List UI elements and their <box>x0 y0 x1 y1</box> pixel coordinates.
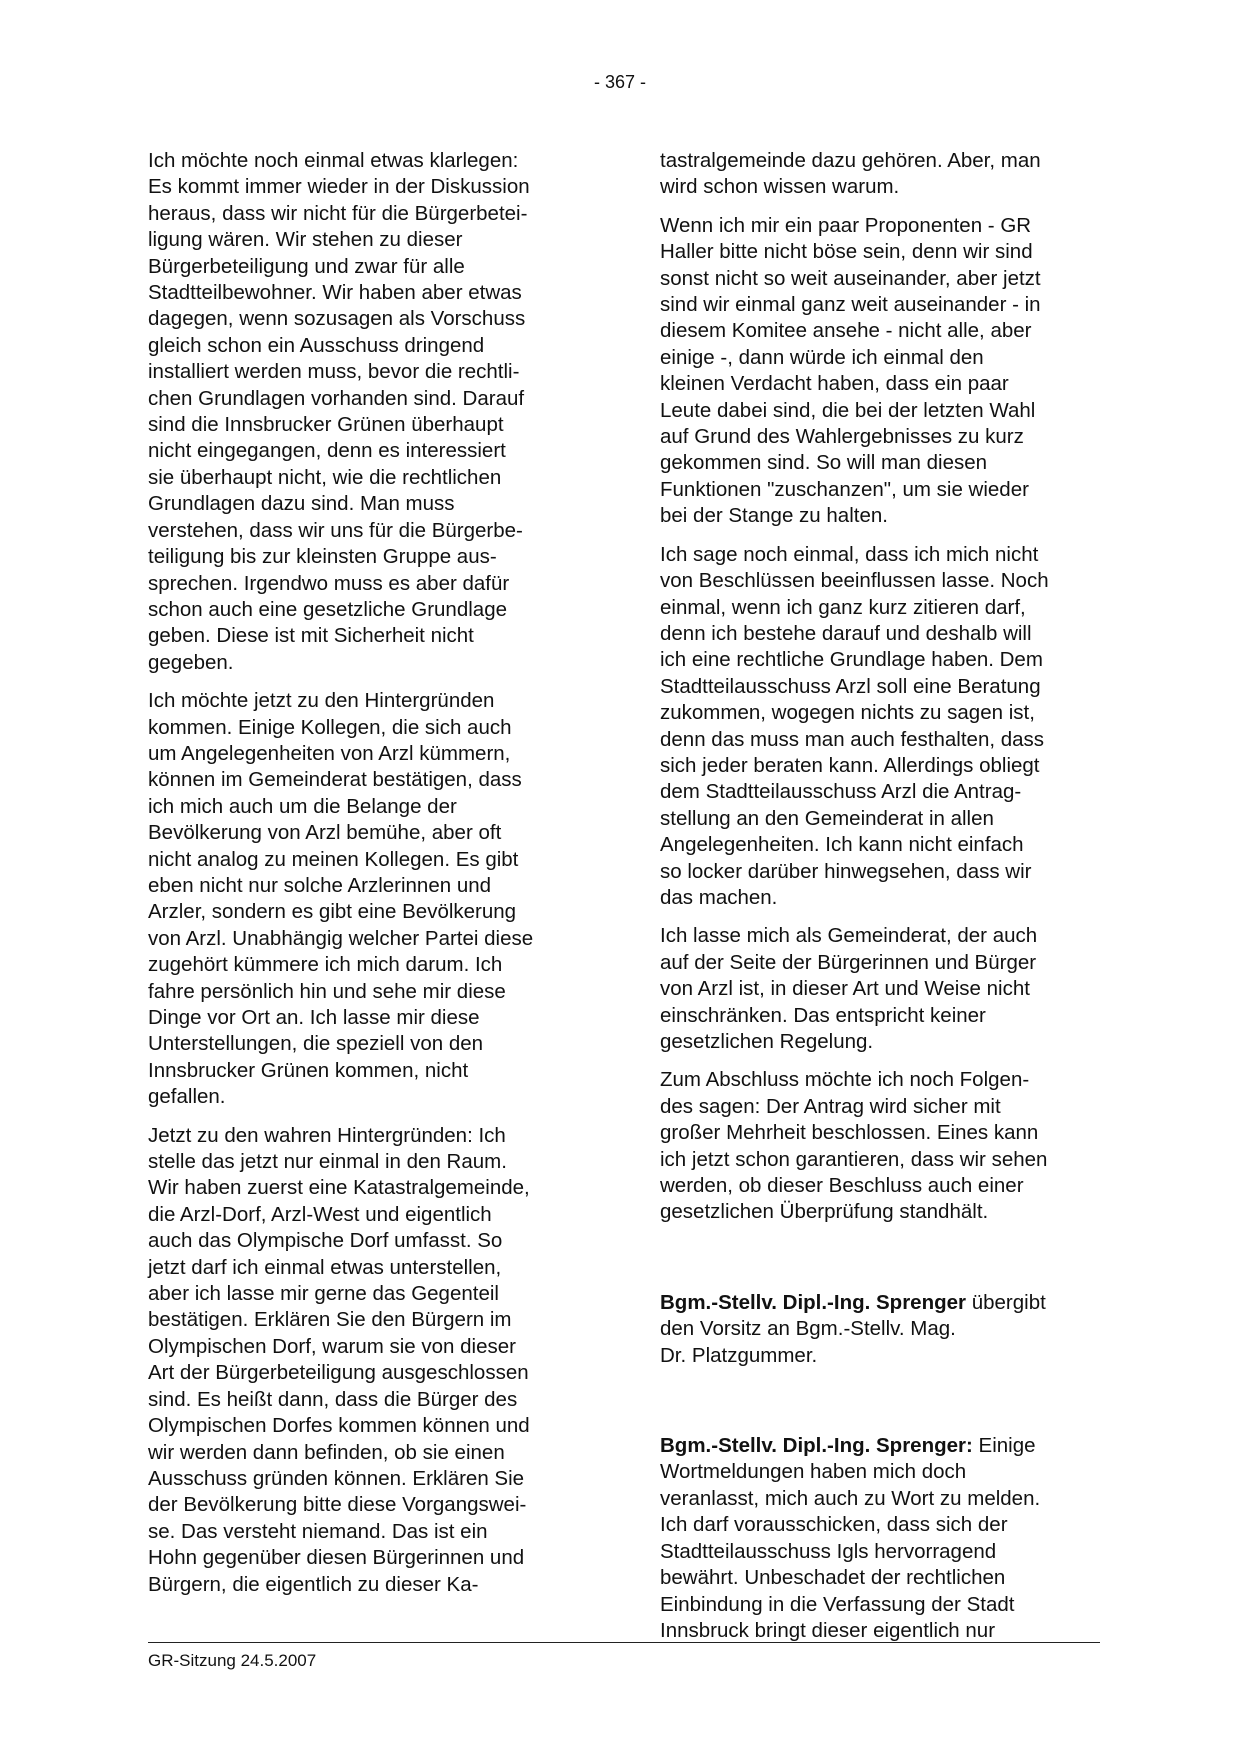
text-line: wir werden dann befinden, ob sie einen <box>148 1440 505 1464</box>
text-line: stellung an den Gemeinderat in allen <box>660 806 994 830</box>
text-line: wird schon wissen warum. <box>660 175 900 199</box>
text-line: ich mich auch um die Belange der <box>148 794 457 818</box>
text-line: verstehen, dass wir uns für die Bürgerbe- <box>148 518 523 542</box>
text-line: Ich lasse mich als Gemeinderat, der auch <box>660 924 1038 948</box>
text-line: einschränken. Das entspricht keiner <box>660 1003 986 1027</box>
footer-divider <box>148 1642 1100 1643</box>
text-line: die Arzl-Dorf, Arzl-West und eigentlich <box>148 1202 492 1226</box>
text-line: großer Mehrheit beschlossen. Eines kann <box>660 1121 1039 1145</box>
text-line: Stadtteilausschuss Arzl soll eine Beratung <box>660 674 1041 698</box>
handover-text: den Vorsitz an Bgm.-Stellv. Mag. <box>660 1317 956 1341</box>
chair-handover-note <box>660 1290 1110 1369</box>
text-line: geben. Diese ist mit Sicherheit nicht <box>148 624 474 648</box>
paragraph <box>148 1123 588 1598</box>
text-line: von Arzl ist, in dieser Art und Weise nicht <box>660 977 1030 1001</box>
text-line: Zum Abschluss möchte ich noch Folgen- <box>660 1068 1030 1092</box>
text-line: um Angelegenheiten von Arzl kümmern, <box>148 741 511 765</box>
speaker-name: Bgm.-Stellv. Dipl.-Ing. Sprenger <box>660 1290 967 1314</box>
text-line: Ich möchte jetzt zu den Hintergründen <box>148 689 495 713</box>
text-line: ich eine rechtliche Grundlage haben. Dem <box>660 648 1043 672</box>
text-line: können im Gemeinderat bestätigen, dass <box>148 768 522 792</box>
text-line: sind wir einmal ganz weit auseinander - in <box>660 293 1041 317</box>
text-line: diesem Komitee ansehe - nicht alle, aber <box>660 319 1032 343</box>
text-line: Bürgerbeteiligung und zwar für alle <box>148 254 465 278</box>
paragraph <box>148 688 588 1111</box>
speaker-name: Bgm.-Stellv. Dipl.-Ing. Sprenger: <box>660 1434 973 1458</box>
text-line: tastralgemeinde dazu gehören. Aber, man <box>660 149 1041 172</box>
text-line: Grundlagen dazu sind. Man muss <box>148 492 455 516</box>
text-line: einmal, wenn ich ganz kurz zitieren darf, <box>660 595 1026 619</box>
paragraph <box>660 1067 1110 1225</box>
text-line: bewährt. Unbeschadet der rechtlichen <box>660 1566 1006 1590</box>
text-line: Bürgern, die eigentlich zu dieser Ka- <box>148 1572 479 1596</box>
text-line: nicht eingegangen, denn es interessiert <box>148 439 506 463</box>
text-line: sie überhaupt nicht, wie die rechtlichen <box>148 465 502 489</box>
text-line: Leute dabei sind, die bei der letzten Wahl <box>660 398 1036 422</box>
page-number: - 367 - <box>593 72 647 92</box>
text-line: bestätigen. Erklären Sie den Bürgern im <box>148 1308 512 1332</box>
text-line: teiligung bis zur kleinsten Gruppe aus- <box>148 545 497 569</box>
text-line: ich jetzt schon garantieren, dass wir sehen <box>660 1147 1048 1171</box>
speaker-statement <box>660 1433 1110 1644</box>
text-line: zugehört kümmere ich mich darum. Ich <box>148 953 503 977</box>
text-line: veranlasst, mich auch zu Wort zu melden. <box>660 1486 1041 1510</box>
text-line: Einbindung in die Verfassung der Stadt <box>660 1592 1015 1616</box>
text-line: Ich darf vorausschicken, dass sich der <box>660 1513 1008 1537</box>
text-line: chen Grundlagen vorhanden sind. Darauf <box>148 386 525 410</box>
right-column <box>660 148 1110 1656</box>
text-line: Wenn ich mir ein paar Proponenten - GR <box>660 213 1032 237</box>
text-line: sind. Es heißt dann, dass die Bürger des <box>148 1387 518 1411</box>
text-line: des sagen: Der Antrag wird sicher mit <box>660 1094 1001 1118</box>
paragraph <box>660 148 1110 201</box>
text-line: Ich möchte noch einmal etwas klarlegen: <box>148 149 519 172</box>
text-line: Dinge vor Ort an. Ich lasse mir diese <box>148 1006 480 1029</box>
paragraph <box>660 923 1110 1055</box>
text-line: ligung wären. Wir stehen zu dieser <box>148 228 463 252</box>
paragraph <box>148 148 588 676</box>
handover-text: Dr. Platzgummer. <box>660 1343 818 1367</box>
text-line: Unterstellungen, die speziell von den <box>148 1032 484 1056</box>
text-line: Wortmeldungen haben mich doch <box>660 1460 967 1484</box>
text-line: von Arzl. Unabhängig welcher Partei diese <box>148 926 534 950</box>
paragraph <box>660 213 1110 530</box>
text-line: stelle das jetzt nur einmal in den Raum. <box>148 1150 507 1174</box>
text-line: gesetzlichen Überprüfung standhält. <box>660 1200 989 1224</box>
text-line: Art der Bürgerbeteiligung ausgeschlossen <box>148 1361 529 1385</box>
text-line: sich jeder beraten kann. Allerdings obliegt <box>660 753 1040 777</box>
text-line: fahre persönlich hin und sehe mir diese <box>148 979 506 1003</box>
text-line: eben nicht nur solche Arzlerinnen und <box>148 873 492 897</box>
text-line: Wir haben zuerst eine Katastralgemeinde, <box>148 1176 530 1200</box>
text-line: installiert werden muss, bevor die rechtli- <box>148 360 520 384</box>
text-line: Innsbrucker Grünen kommen, nicht <box>148 1058 469 1082</box>
text-line: auf Grund des Wahlergebnisses zu kurz <box>660 425 1024 449</box>
text-line: Stadtteilausschuss Igls hervorragend <box>660 1539 997 1563</box>
text-line: von Beschlüssen beeinflussen lasse. Noch <box>660 569 1049 593</box>
text-line: Innsbruck bringt dieser eigentlich nur <box>660 1618 996 1642</box>
text-line: gesetzlichen Regelung. <box>660 1030 874 1053</box>
text-line: gefallen. <box>148 1085 226 1109</box>
statement-lines <box>660 1459 1110 1644</box>
left-column <box>148 148 588 1610</box>
text-line: gekommen sind. So will man diesen <box>660 451 988 475</box>
text-line: dagegen, wenn sozusagen als Vorschuss <box>148 307 526 331</box>
paragraph <box>660 542 1110 912</box>
text-line: bei der Stange zu halten. <box>660 504 888 528</box>
text-line: auch das Olympische Dorf umfasst. So <box>148 1229 503 1253</box>
text-line: gegeben. <box>148 650 234 674</box>
text-line: schon auch eine gesetzliche Grundlage <box>148 597 507 621</box>
statement-text: Einige <box>972 1434 1036 1458</box>
text-line: dem Stadtteilausschuss Arzl die Antrag- <box>660 780 1022 804</box>
text-line: denn das muss man auch festhalten, dass <box>660 727 1045 751</box>
text-line: aber ich lasse mir gerne das Gegenteil <box>148 1282 499 1306</box>
handover-text: übergibt <box>966 1290 1046 1314</box>
text-line: gleich schon ein Ausschuss dringend <box>148 333 485 357</box>
text-line: Angelegenheiten. Ich kann nicht einfach <box>660 833 1024 857</box>
text-line: Haller bitte nicht böse sein, denn wir sind <box>660 240 1033 264</box>
text-line: auf der Seite der Bürgerinnen und Bürger <box>660 950 1037 974</box>
text-line: Funktionen "zuschanzen", um sie wieder <box>660 477 1029 501</box>
text-line: Jetzt zu den wahren Hintergründen: Ich <box>148 1123 506 1147</box>
text-line: Bevölkerung von Arzl bemühe, aber oft <box>148 821 502 845</box>
text-line: heraus, dass wir nicht für die Bürgerbetei- <box>148 201 528 225</box>
text-line: kleinen Verdacht haben, dass ein paar <box>660 372 1009 396</box>
text-line: einige -, dann würde ich einmal den <box>660 345 984 369</box>
text-line: zukommen, wogegen nichts zu sagen ist, <box>660 701 1035 725</box>
text-line: Olympischen Dorfes kommen können und <box>148 1414 530 1438</box>
text-line: Es kommt immer wieder in der Diskussion <box>148 175 530 199</box>
text-line: das machen. <box>660 885 778 909</box>
text-line: Hohn gegenüber diesen Bürgerinnen und <box>148 1546 525 1570</box>
text-line: sprechen. Irgendwo muss es aber dafür <box>148 571 510 595</box>
text-line: Ausschuss gründen können. Erklären Sie <box>148 1466 525 1490</box>
text-line: so locker darüber hinwegsehen, dass wir <box>660 859 1032 883</box>
text-line: jetzt darf ich einmal etwas unterstellen, <box>148 1255 502 1279</box>
text-line: Olympischen Dorf, warum sie von dieser <box>148 1334 516 1358</box>
text-line: Arzler, sondern es gibt eine Bevölkerung <box>148 900 517 924</box>
text-line: kommen. Einige Kollegen, die sich auch <box>148 715 512 739</box>
text-line: Ich sage noch einmal, dass ich mich nicht <box>660 542 1039 566</box>
text-line: denn ich bestehe darauf und deshalb will <box>660 621 1032 645</box>
text-line: werden, ob dieser Beschluss auch einer <box>660 1174 1024 1198</box>
text-line: Stadtteilbewohner. Wir haben aber etwas <box>148 281 522 305</box>
text-line: der Bevölkerung bitte diese Vorgangswei- <box>148 1493 527 1517</box>
text-line: se. Das versteht niemand. Das ist ein <box>148 1519 488 1543</box>
footer-session-label: GR-Sitzung 24.5.2007 <box>148 1651 317 1670</box>
text-line: sonst nicht so weit auseinander, aber jetzt <box>660 266 1041 290</box>
text-line: nicht analog zu meinen Kollegen. Es gibt <box>148 847 519 871</box>
text-line: sind die Innsbrucker Grünen überhaupt <box>148 413 504 437</box>
